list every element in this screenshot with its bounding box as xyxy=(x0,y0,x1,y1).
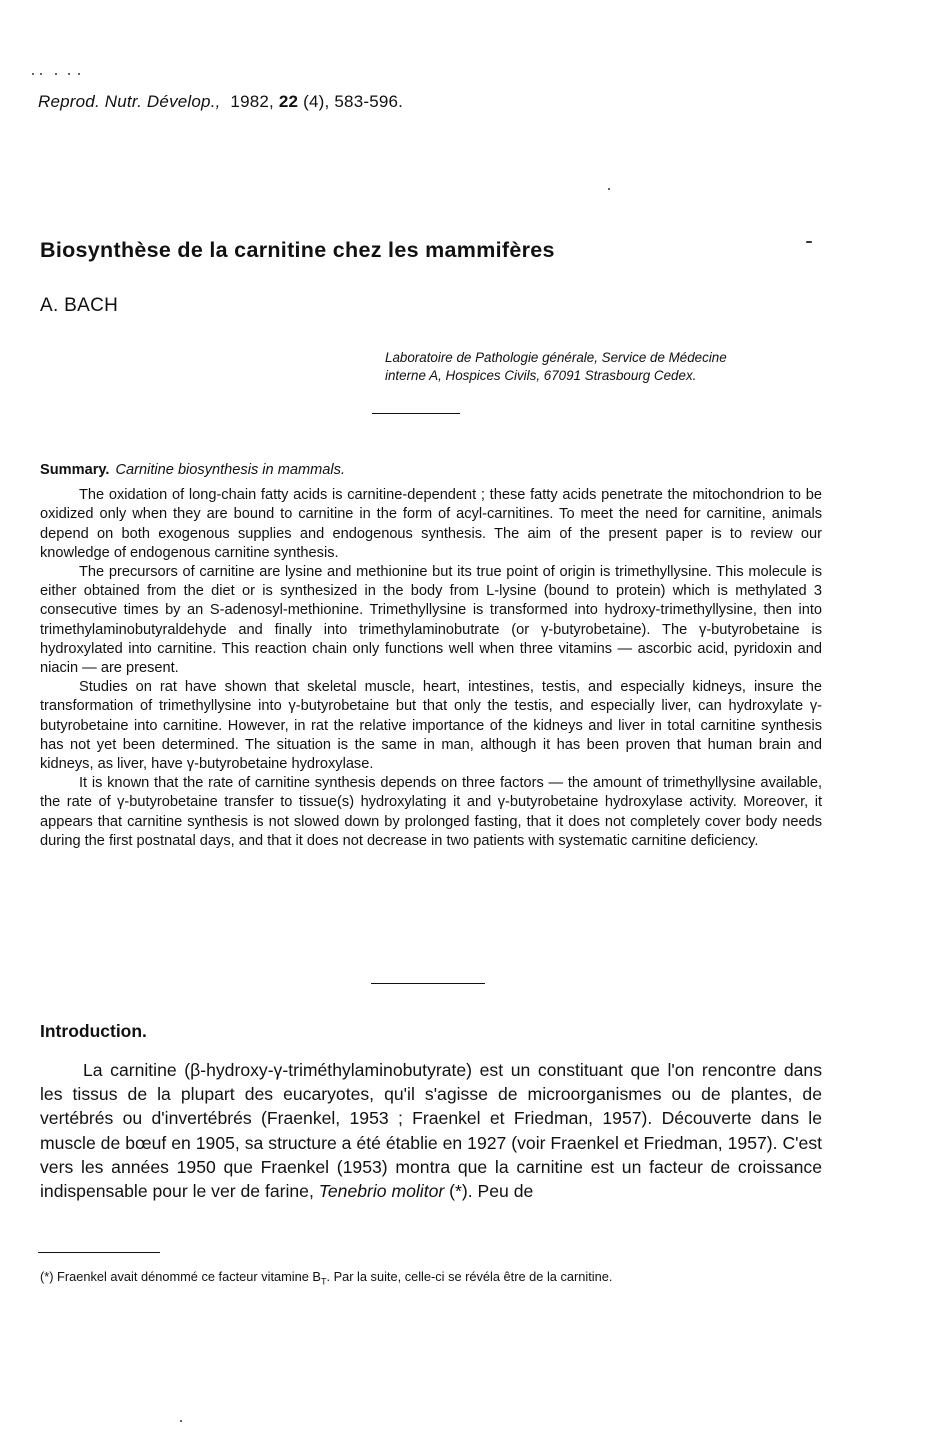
footnote-text: (*) Fraenkel avait dénommé ce facteur vitamine B xyxy=(40,1269,321,1284)
scan-speck xyxy=(40,73,42,75)
scan-speck xyxy=(608,188,610,190)
footnote xyxy=(40,1268,822,1291)
summary-paragraph: It is known that the rate of carnitine synthesis depends on three factors — the amount of trimethyllysine available, the rate of γ-butyrobetaine transfer to tissue(s) hydroxylating it and γ-butyrobetaine hydroxylase activity. Moreover, it appears that carnitine synthesis is not slowed down by prolonged fasting, that it does not completely cover body needs during the first postnatal days, and that it does not decrease in two patients with systematic carnitine deficiency. xyxy=(40,775,822,849)
separator-rule xyxy=(372,413,460,414)
citation-year: 1982, xyxy=(230,92,274,111)
summary-section xyxy=(40,461,822,851)
introduction-heading: Introduction. xyxy=(40,1021,147,1041)
scan-speck xyxy=(55,73,57,75)
separator-rule xyxy=(371,983,485,984)
summary-paragraph: The oxidation of long-chain fatty acids is carnitine-dependent ; these fatty acids penetrate the mitochondrion to be oxidized only when they are bound to carnitine in the form of acyl-carnitines. To meet the need for carnitine, animals depend on both exogenous supplies and endogenous synthesis. The aim of the present paper is to review our knowledge of endogenous carnitine synthesis. xyxy=(40,487,822,561)
introduction-paragraph xyxy=(40,1058,822,1203)
author-name: A. BACH xyxy=(40,295,119,316)
footnote-subscript: T xyxy=(320,1276,327,1287)
scan-speck xyxy=(806,241,812,243)
citation-volume: 22 xyxy=(278,92,299,111)
affiliation-line: interne A, Hospices Civils, 67091 Strasbourg Cedex. xyxy=(385,368,697,383)
summary-heading: Summary. xyxy=(40,462,110,478)
summary-heading-line xyxy=(40,461,822,480)
article-title: Biosynthèse de la carnitine chez les mammifères xyxy=(40,238,555,262)
scan-speck xyxy=(68,73,70,75)
intro-text-end: (*). Peu de xyxy=(449,1181,534,1202)
scan-speck xyxy=(180,1420,182,1422)
author-affiliation xyxy=(385,349,835,385)
scan-speck xyxy=(32,73,34,75)
journal-citation xyxy=(38,92,403,112)
citation-journal: Reprod. Nutr. Dévelop., xyxy=(38,92,221,111)
introduction-section xyxy=(40,1058,822,1203)
citation-issue-pages: (4), 583-596. xyxy=(303,92,404,111)
affiliation-line: Laboratoire de Pathologie générale, Service de Médecine xyxy=(385,350,727,365)
scan-speck xyxy=(78,73,80,75)
footnote-rule xyxy=(38,1252,160,1253)
summary-paragraph: Studies on rat have shown that skeletal muscle, heart, intestines, testis, and especially kidneys, insure the transformation of trimethyllysine into γ-butyrobetaine but that only the testis, and especially liver, can hydroxylate γ-butyrobetaine into carnitine. However, in rat the relative importance of the kidneys and liver in total carnitine synthesis has not yet been determined. The situation is the same in man, although it has been proven that human brain and kidneys, as liver, have γ-butyrobetaine hydroxylase. xyxy=(40,679,822,773)
species-name: Tenebrio molitor xyxy=(318,1181,445,1202)
footnote-text-end: . Par la suite, celle-ci se révéla être de la carnitine. xyxy=(326,1269,613,1284)
summary-subtitle: Carnitine biosynthesis in mammals. xyxy=(115,462,346,478)
intro-text: La carnitine (β-hydroxy-γ-triméthylaminobutyrate) est un constituant que l'on rencontre dans les tissus de la plupart des eucaryotes, qu'il s'agisse de microorganismes ou de plantes, de vertébrés ou d'invertébrés (Fraenkel, 1953 ; Fraenkel et Friedman, 1957). Découverte dans le muscle de bœuf en 1905, sa structure a été établie en 1927 (voir Fraenkel et Friedman, 1957). C'est vers les années 1950 que Fraenkel (1953) montra que la carnitine est un facteur de croissance indispensable pour le ver de farine, xyxy=(40,1060,822,1202)
summary-paragraph: The precursors of carnitine are lysine and methionine but its true point of origin is trimethyllysine. This molecule is either obtained from the diet or is synthesized in the body from L-lysine (bound to protein) which is methylated 3 consecutive times by an S-adenosyl-methionine. Trimethyllysine is transformed into hydroxy-trimethyllysine, then into trimethylaminobutyraldehyde and finally into trimethylaminobutrate (or γ-butyrobetaine). The γ-butyrobetaine is hydroxylated into carnitine. This reaction chain only functions well when three vitamins — ascorbic acid, pyridoxin and niacin — are present. xyxy=(40,564,822,677)
